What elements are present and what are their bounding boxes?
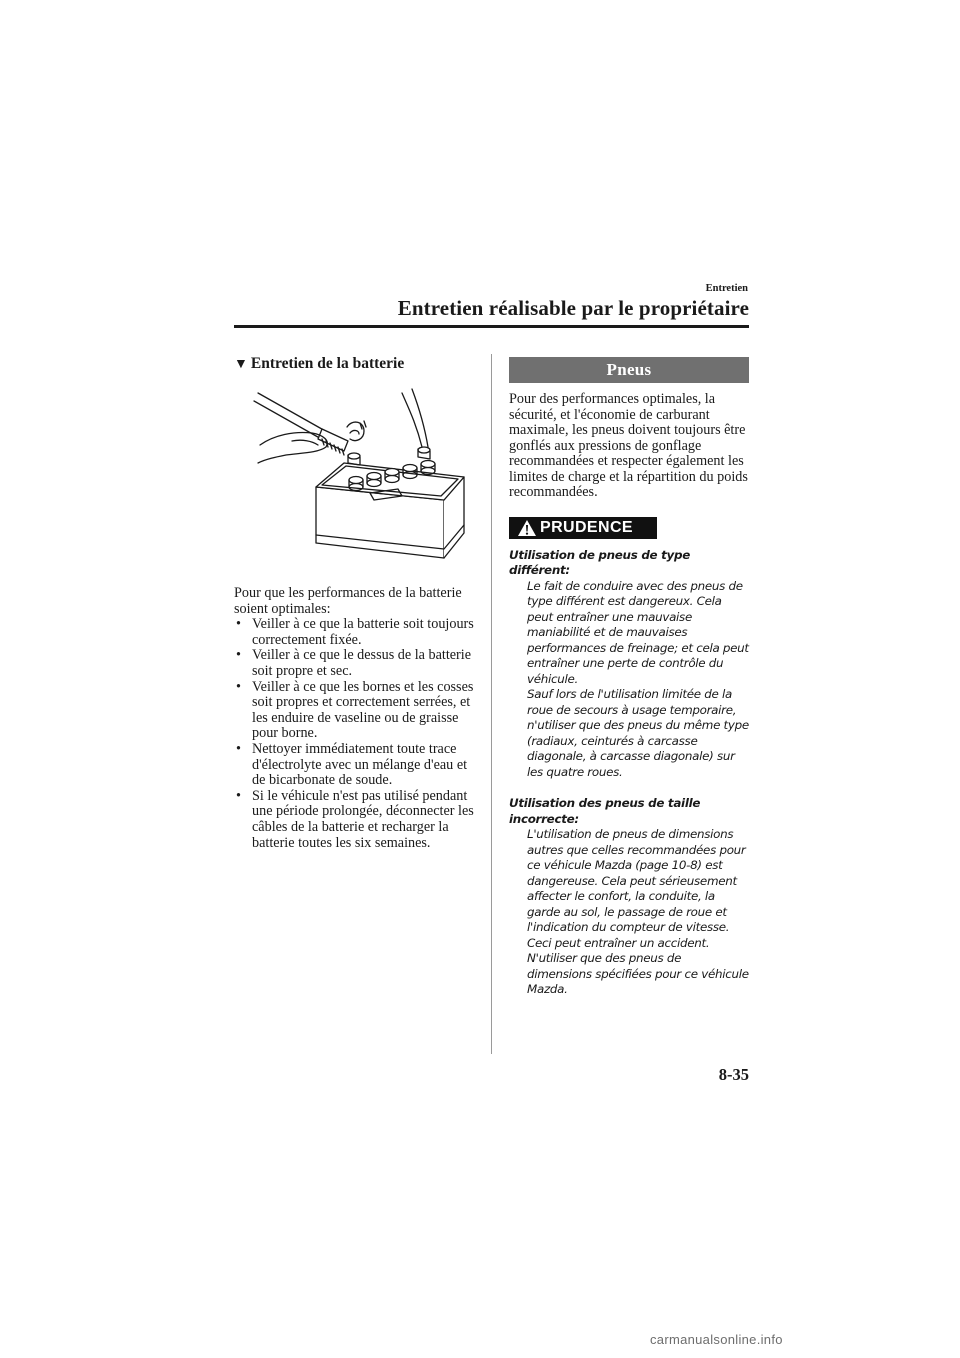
pneus-intro: Pour des performances optimales, la sécurité, et l'économie de carburant maximale, les pneus doivent toujours être gonflés aux pressions de gonflage recommandées et respecter également les limites de charge et la répartition du poids recommandées. [509,391,748,500]
page-number: 8-35 [718,1065,749,1084]
bullet-icon: • [236,787,241,804]
bullet-icon: • [236,678,241,695]
bullet-icon: • [236,616,241,633]
caution-body-type: Le fait de conduire avec des pneus de type différent est dangereux. Cela peut entraîner une mauvaise maniabilité et de mauvaises performances de freinage; et cela peut entraîner une perte de contrôle du véhicule. [527,578,749,686]
triangle-marker-icon: ▼ [234,357,248,372]
battery-cleaning-illustration [252,383,482,561]
section-label: Entretien [705,283,748,294]
caution-title-type: Utilisation de pneus de type différent: [509,547,690,577]
caution-content [509,548,749,998]
bullet-text: Nettoyer immédiatement toute trace d'électrolyte avec un mélange d'eau et de bicarbonate de soude. [252,740,468,789]
caution-banner [509,517,657,539]
battery-heading-text: Entretien de la batterie [250,355,405,372]
page-title: Entretien réalisable par le propriétaire [397,296,749,320]
list-item [234,617,479,648]
list-item [234,680,479,742]
right-column [509,357,749,998]
bullet-icon: • [236,647,241,664]
bullet-text: Veiller à ce que les bornes et les cosses soit propres et correctement serrées, et les enduire de vaseline ou de graisse pour borne. [252,678,474,742]
battery-intro: Pour que les performances de la batterie soient optimales: [234,585,462,617]
battery-heading [234,354,479,375]
caution-title-size: Utilisation des pneus de taille incorrecte: [509,796,701,826]
column-divider [491,354,492,1054]
caution-body-size-advice: N'utiliser que des pneus de dimensions spécifiées pour ce véhicule Mazda. [527,951,749,996]
caution-body-type-spare: Sauf lors de l'utilisation limitée de la roue de secours à usage temporaire, n'utiliser que des pneus du même type (radiaux, ceinturés à carcasse diagonale, à carcasse diagonale) sur les quatre roues. [527,687,749,779]
caution-body-size: L'utilisation de pneus de dimensions autres que celles recommandées pour ce véhicule Mazda (page 10-8) est dangereuse. Cela peut sérieusement affecter le confort, la conduite, la garde au sol, le passage de roue et l'indication du compteur de vitesse. Ceci peut entraîner un accident. [527,827,746,950]
list-item [234,789,479,851]
pneus-section-band: Pneus [509,357,749,383]
header-rule [234,325,749,328]
list-item [234,648,479,679]
watermark: carmanualsonline.info [650,1332,783,1347]
bullet-icon: • [236,740,241,757]
bullet-text: Si le véhicule n'est pas utilisé pendant une période prolongée, déconnecter les câbles de la batterie et recharger la batterie toutes les six semaines. [252,787,474,851]
caution-label: PRUDENCE [540,518,633,536]
bullet-text: Veiller à ce que la batterie soit toujours correctement fixée. [252,616,474,648]
warning-icon [517,519,537,537]
bullet-text: Veiller à ce que le dessus de la batterie soit propre et sec. [252,647,472,679]
list-item [234,742,479,789]
battery-bullet-list [234,617,479,851]
battery-body [234,586,479,851]
left-column [234,354,479,851]
